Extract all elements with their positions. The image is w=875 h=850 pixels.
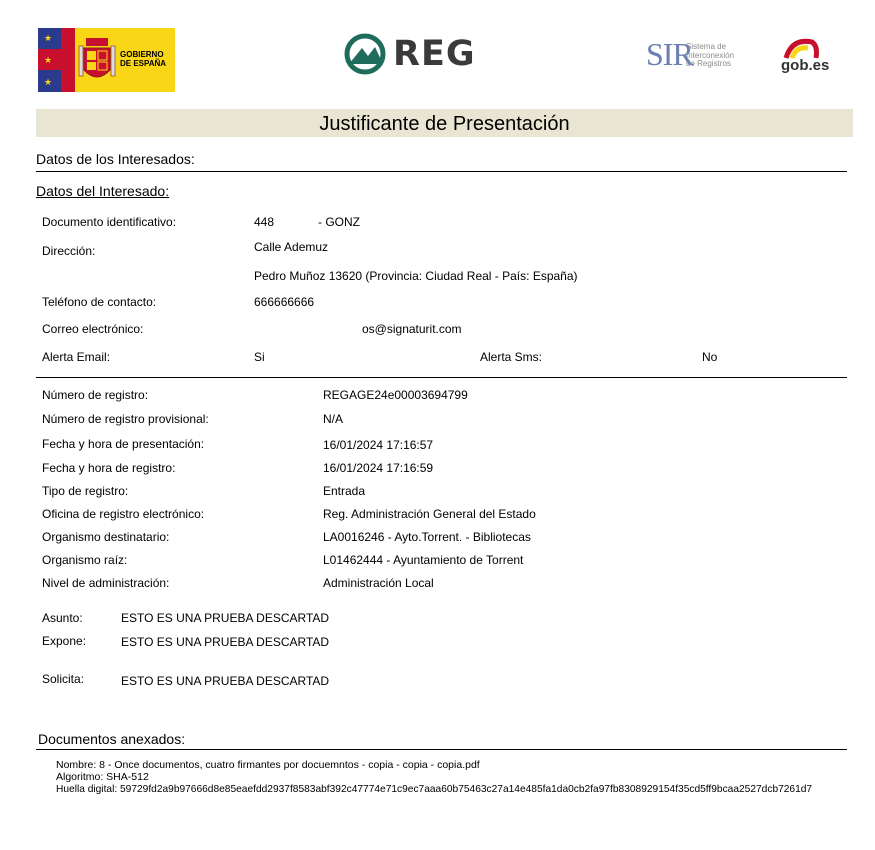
anexo-nombre: Nombre: 8 - Once documentos, cuatro firmantes por docuemntos - copia - copia - copia.pdf: [56, 759, 480, 771]
solicita-value: ESTO ES UNA PRUEBA DESCARTAD: [121, 674, 330, 688]
registro-label: Organismo destinatario:: [42, 530, 170, 544]
section-anexos: Documentos anexados:: [38, 731, 186, 747]
registro-label: Fecha y hora de registro:: [42, 461, 176, 475]
documento-value-a: 448: [254, 215, 275, 229]
telefono-value: 666666666: [254, 295, 315, 309]
gobierno-de-espana-logo: [38, 28, 175, 92]
registro-value: N/A: [323, 412, 344, 426]
anexo-algoritmo: Algoritmo: SHA-512: [56, 771, 149, 783]
reg-logo-icon: [343, 32, 389, 76]
asunto-value: ESTO ES UNA PRUEBA DESCARTAD: [121, 611, 330, 625]
direccion-line2: Pedro Muñoz 13620 (Provincia: Ciudad Real - País: España): [254, 269, 578, 283]
title-bar: [36, 109, 853, 137]
coat-of-arms-icon: [78, 36, 116, 86]
gobierno-text: GOBIERNO DE ESPAÑA: [120, 50, 167, 68]
registro-value: 16/01/2024 17:16:57: [323, 438, 434, 452]
registro-value: L01462444 - Ayuntamiento de Torrent: [323, 553, 524, 567]
alerta-email-value: Si: [254, 350, 265, 364]
section-interesados: Datos de los Interesados:: [36, 151, 195, 167]
documento-label: Documento identificativo:: [42, 215, 177, 229]
expone-value: ESTO ES UNA PRUEBA DESCARTAD: [121, 635, 330, 649]
solicita-label: Solicita:: [42, 672, 85, 686]
registro-label: Nivel de administración:: [42, 576, 170, 590]
eu-flag-icon: ★ ★ ★: [38, 28, 61, 92]
anexo-huella: Huella digital: 59729fd2a9b97666d8e85eaefdd2937f8583abf392c47774e71c9ec7aaa60b75463c27a14e485fa1da0cb2fa97fb8308929154f35cd5ff9bcaa2527dcb7261d7: [56, 784, 813, 795]
divider: [36, 749, 847, 750]
registro-label: Oficina de registro electrónico:: [42, 507, 205, 521]
registro-label: Número de registro provisional:: [42, 412, 209, 426]
documento-value-b: - GONZ: [318, 215, 360, 229]
registro-value: Administración Local: [323, 576, 434, 590]
expone-label: Expone:: [42, 634, 87, 648]
direccion-line1: Calle Ademuz: [254, 240, 329, 254]
pillar-icon: [61, 28, 75, 92]
correo-value: os@signaturit.com: [362, 322, 462, 336]
alerta-sms-label: Alerta Sms:: [480, 350, 543, 364]
divider: [36, 377, 847, 378]
gobes-logo-text: gob.es: [781, 57, 830, 74]
registro-value: Reg. Administración General del Estado: [323, 507, 536, 521]
sir-subtitle: Sistema de Interconexión de Registros: [686, 42, 735, 68]
telefono-label: Teléfono de contacto:: [42, 295, 157, 309]
direccion-label: Dirección:: [42, 244, 96, 258]
registro-value: LA0016246 - Ayto.Torrent. - Bibliotecas: [323, 530, 531, 544]
alerta-sms-value: No: [702, 350, 718, 364]
asunto-label: Asunto:: [42, 611, 83, 625]
alerta-email-label: Alerta Email:: [42, 350, 111, 364]
reg-logo-text: REG: [393, 34, 476, 74]
divider: [36, 171, 847, 172]
registro-label: Número de registro:: [42, 388, 149, 402]
subsection-interesado: Datos del Interesado:: [36, 183, 170, 199]
registro-label: Fecha y hora de presentación:: [42, 437, 205, 451]
registro-value: Entrada: [323, 484, 366, 498]
registro-value: REGAGE24e00003694799: [323, 388, 468, 402]
registro-label: Tipo de registro:: [42, 484, 129, 498]
registro-value: 16/01/2024 17:16:59: [323, 461, 434, 475]
page-title: Justificante de Presentación: [319, 113, 570, 135]
registro-label: Organismo raíz:: [42, 553, 128, 567]
correo-label: Correo electrónico:: [42, 322, 144, 336]
sir-logo-text: SIR: [646, 36, 693, 72]
